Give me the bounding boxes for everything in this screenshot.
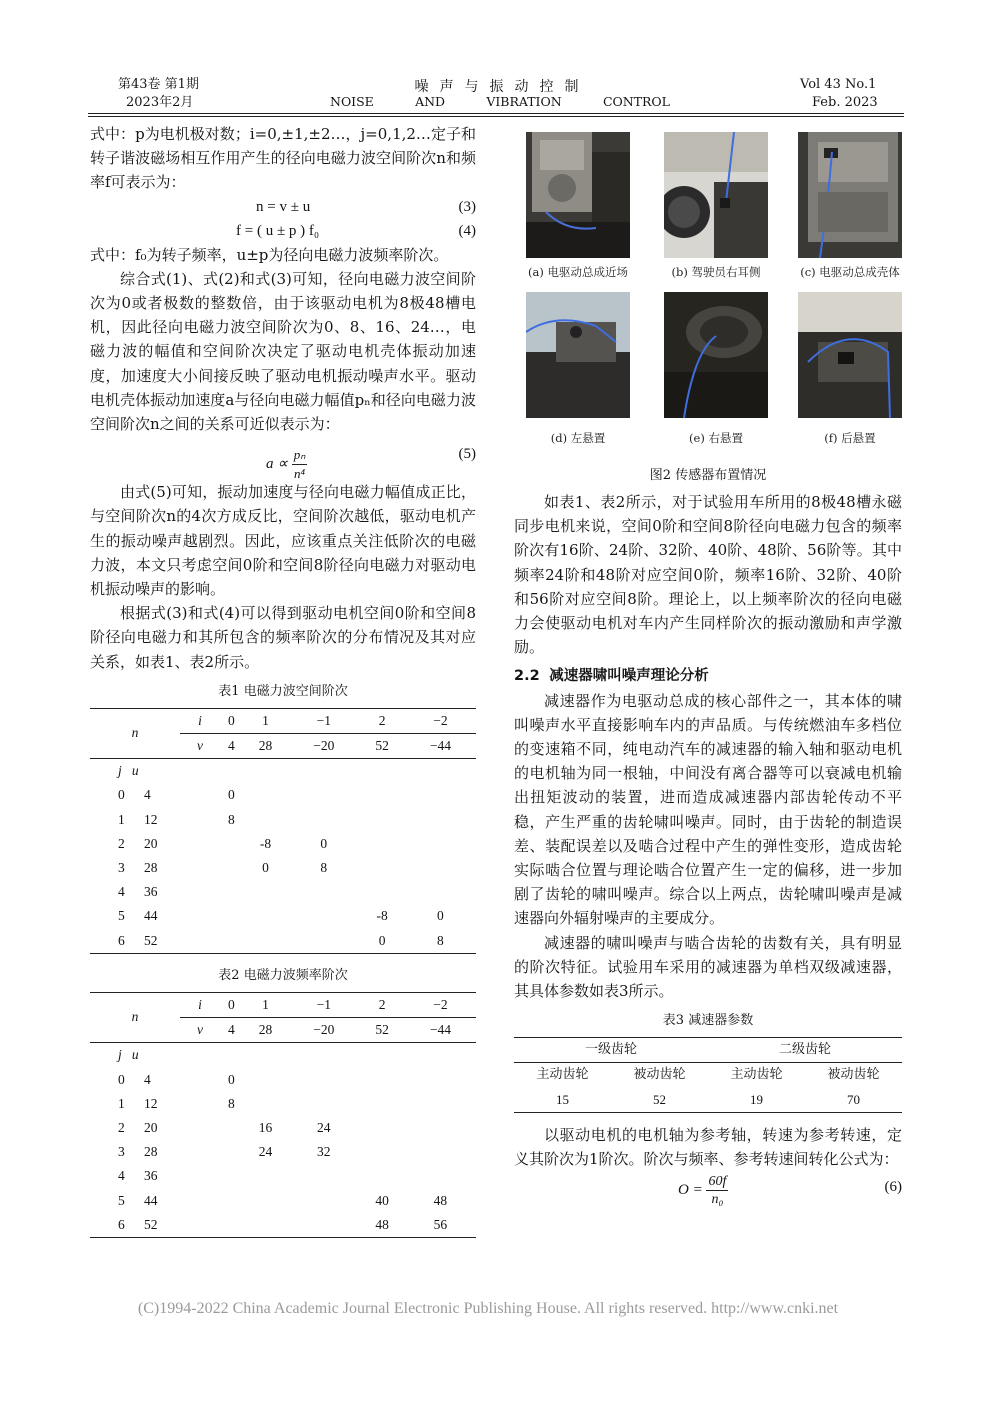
denominator: n₀ — [711, 1192, 724, 1208]
table-cell: 32 — [317, 1144, 331, 1160]
table-header-cell: 1 — [262, 996, 269, 1012]
table-header-v — [180, 1018, 220, 1043]
table-header-cell: −1 — [316, 712, 331, 728]
table-cell — [405, 808, 476, 832]
equation-number: (5) — [458, 446, 476, 463]
row-j: 6 — [118, 932, 125, 948]
table-row-header — [90, 808, 180, 832]
equation-lhs: a ∝ — [266, 456, 288, 473]
table-row — [90, 929, 476, 954]
table-row-header — [90, 1092, 180, 1116]
header-date: 2023年2月 — [126, 95, 194, 110]
journal-title-cn: 噪声与振动控制 — [414, 79, 590, 95]
table-row — [90, 783, 476, 807]
fraction — [292, 446, 308, 483]
row-j: 6 — [118, 1216, 125, 1232]
journal-title-en-word: CONTROL — [602, 94, 670, 109]
figure-caption-e: (e) 右悬置 — [689, 431, 743, 445]
table-header-ju — [90, 1043, 180, 1068]
table-cell: 16 — [258, 1119, 273, 1135]
table-row-header — [90, 1116, 180, 1140]
table-cell: 24 — [317, 1119, 331, 1135]
header-rule — [88, 113, 904, 114]
table-cell: 0 — [378, 932, 386, 948]
table-cell — [288, 1068, 359, 1092]
row-u: 44 — [144, 908, 158, 924]
table-cell — [180, 1213, 220, 1238]
label: u — [131, 1047, 139, 1063]
paragraph: 综合式(1)、式(2)和式(3)可知，径向电磁力波空间阶次为0或者极数的整数倍，由于该驱动电机为8极48槽电机，因此径向电磁力波空间阶次为0、8、16、24…，电磁力波的幅值和空间阶次决定了驱动电机壳体振动加速度，加速度大小间接反映了驱动电机振动噪声水平。驱动电机壳体振动加速度a与径向电磁力幅值pₙ和径向电磁力波空间阶次n之间的关系可近似表示为： — [90, 269, 476, 434]
table-cell — [405, 1068, 476, 1092]
table-header-cell: 52 — [375, 738, 389, 754]
label: j — [118, 1047, 122, 1063]
table-cell: 19 — [750, 1091, 763, 1107]
table-caption: 表3 减速器参数 — [662, 1013, 754, 1029]
label: j — [118, 763, 122, 779]
paragraph: 减速器作为电驱动总成的核心部件之一，其本体的啸叫噪声水平直接影响车内的声品质。与传统燃油车多档位的变速箱不同，纯电动汽车的减速器的输入轴和驱动电机的电机轴为同一根轴，中间没有离合器等可以衰减电机输出扭矩波动的装置，进而造成减速器内部齿轮传动不平稳，产生严重的齿轮啸叫噪声。同时，由于齿轮的制造误差、装配误差以及啮合过程中产生的弹性变形，造成齿轮实际啮合位置与理论啮合位置产生一定的偏移，进一步加剧了齿轮的啸叫噪声。综合以上两点，齿轮啸叫噪声是减速器向外辐射噪声的主要成分。 — [514, 691, 902, 928]
table-cell — [405, 1164, 476, 1188]
table-1 — [90, 708, 476, 954]
paragraph: 式中：p为电机极对数；i=0,±1,±2…，j=0,1,2…定子和转子谐波磁场相互作用产生的径向电磁力波空间阶次n和频率f可表示为： — [90, 125, 476, 192]
table-cell: 0 — [437, 908, 444, 924]
table-cell: -8 — [259, 835, 272, 851]
journal-title-en-word: VIBRATION — [486, 94, 562, 109]
equation-5 — [90, 436, 476, 480]
label: n — [131, 1009, 139, 1025]
row-u: 4 — [144, 1071, 151, 1087]
table-cell: 15 — [556, 1091, 569, 1107]
table-cell — [405, 856, 476, 880]
table-header-cell: 主动齿轮 — [730, 1067, 783, 1083]
table-cell — [288, 1189, 359, 1213]
paragraph: 如表1、表2所示，对于试验用车所用的8极48槽永磁同步电机来说，空间0阶和空间8阶径向电磁力包含的频率阶次有16阶、24阶、32阶、40阶、48阶、56阶等。其中频率24阶和48阶对应空间0阶，频率16阶、32阶、40阶和56阶对应空间8阶。理论上，以上频率阶次的径向电磁力会使驱动电机对车内产生同样阶次的振动激励和声学激励。 — [514, 493, 902, 657]
table-cell — [288, 1164, 359, 1188]
row-u: 12 — [144, 1095, 158, 1111]
table-header-cell: 28 — [258, 738, 273, 754]
table-cell — [220, 856, 243, 880]
paragraph: 由式(5)可知，振动加速度与径向电磁力幅值成正比，与空间阶次n的4次方成反比，空间阶次越低，驱动电机产生的振动噪声越剧烈。因此，应该重点关注低阶次的电磁力波，本文只考虑空间0阶和空间8阶径向电磁力对驱动电机振动噪声的影响。 — [90, 483, 476, 599]
row-j: 4 — [118, 884, 125, 900]
label: v — [197, 738, 203, 754]
table-cell — [359, 783, 404, 807]
row-u: 28 — [144, 1144, 158, 1160]
table-header-n — [90, 992, 180, 1042]
table-cell — [180, 1092, 220, 1116]
row-j: 3 — [118, 1144, 125, 1160]
table-cell: 8 — [227, 811, 235, 827]
table-cell: 8 — [437, 932, 444, 948]
table-cell — [405, 832, 476, 856]
table-row-header — [90, 1164, 180, 1188]
table-row-header — [90, 1213, 180, 1238]
table-cell — [180, 856, 220, 880]
figure-caption-d: (d) 左悬置 — [550, 431, 606, 445]
table-header-cell: 2 — [378, 996, 386, 1012]
numerator: 60f — [708, 1174, 727, 1190]
fraction — [706, 1173, 728, 1208]
row-j: 5 — [118, 908, 125, 924]
table-header-i — [180, 992, 220, 1017]
table-cell — [243, 1213, 288, 1238]
section-title: 减速器啸叫噪声理论分析 — [549, 668, 709, 685]
table-header-cell: −1 — [316, 996, 331, 1012]
row-j: 0 — [118, 1071, 125, 1087]
table-header-i — [180, 708, 220, 733]
table-caption: 表2 电磁力波频率阶次 — [218, 967, 348, 983]
table-header-cell: 主动齿轮 — [536, 1067, 589, 1083]
table-cell — [220, 1116, 243, 1140]
equation-3 — [90, 195, 476, 219]
table-cell — [180, 929, 220, 954]
figure-caption-f: (f) 后悬置 — [824, 431, 876, 445]
paragraph: 根据式(3)和式(4)可以得到驱动电机空间0阶和空间8阶径向电磁力和其所包含的频率阶次的分布情况及其对应关系，如表1、表2所示。 — [90, 604, 476, 671]
table-cell — [243, 808, 288, 832]
table-cell: 8 — [320, 860, 328, 876]
table-row-header — [90, 1140, 180, 1164]
table-cell — [243, 904, 288, 928]
table-header-cell: −44 — [429, 1022, 451, 1038]
table-header-cell: 被动齿轮 — [633, 1067, 686, 1083]
paragraph: 以驱动电机的电机轴为参考轴，转速为参考转速，定义其阶次为1阶次。阶次与频率、参考转速间转化公式为： — [514, 1125, 902, 1169]
photo-drive-assembly-nearfield — [526, 132, 630, 258]
table-cell — [359, 1116, 404, 1140]
table-cell — [180, 1140, 220, 1164]
table-cell: 48 — [433, 1192, 448, 1208]
journal-title-en-word: NOISE — [330, 94, 374, 109]
table-row — [90, 904, 476, 928]
table-row-header — [90, 929, 180, 954]
table-cell — [405, 1092, 476, 1116]
equation-lhs: O = — [678, 1182, 703, 1199]
row-u: 12 — [144, 811, 158, 827]
table-header-cell: −2 — [433, 996, 448, 1012]
table-cell — [220, 1213, 243, 1238]
table-header-cell: 52 — [375, 1022, 389, 1038]
row-u: 36 — [144, 884, 158, 900]
equation-body: n = v ± u — [256, 198, 311, 215]
table-header-v — [180, 734, 220, 759]
figure-caption-a: (a) 电驱动总成近场 — [528, 265, 628, 279]
row-u: 4 — [144, 787, 151, 803]
table-cell — [405, 1116, 476, 1140]
table-cell — [405, 1140, 476, 1164]
table-row — [90, 1164, 476, 1188]
row-j: 4 — [118, 1168, 125, 1184]
equation-body — [266, 446, 307, 483]
table-row — [90, 808, 476, 832]
row-u: 28 — [144, 860, 158, 876]
table-header-cell: 28 — [258, 1022, 273, 1038]
row-j: 2 — [118, 835, 125, 851]
left-column — [90, 122, 476, 1238]
equation-number: (3) — [458, 198, 476, 215]
table-header-ju — [90, 759, 180, 784]
table-cell: 52 — [653, 1091, 666, 1107]
table-header-cell: −44 — [429, 738, 451, 754]
table-cell — [405, 783, 476, 807]
table-2 — [90, 992, 476, 1238]
table-row — [90, 1140, 476, 1164]
table-cell — [243, 1164, 288, 1188]
row-j: 3 — [118, 860, 125, 876]
table-cell — [405, 880, 476, 904]
row-u: 20 — [144, 835, 158, 851]
table-cell: 8 — [227, 1095, 235, 1111]
table-cell: 70 — [847, 1091, 860, 1107]
equation-body: f = ( u ± p ) f₀ — [236, 222, 320, 239]
table-cell — [288, 929, 359, 954]
photo-driver-right-ear — [664, 132, 768, 258]
numerator: pₙ — [292, 446, 308, 465]
table-cell — [288, 1092, 359, 1116]
figure-title: 图2 传感器布置情况 — [649, 468, 767, 483]
table-cell: 40 — [375, 1192, 389, 1208]
figure-caption-b: (b) 驾驶员右耳侧 — [671, 265, 761, 279]
table-cell — [180, 783, 220, 807]
table-header-cell: 被动齿轮 — [827, 1067, 880, 1083]
table-cell — [359, 1164, 404, 1188]
table-header-cell: 4 — [227, 738, 235, 754]
table-group-header: 一级齿轮 — [514, 1038, 708, 1063]
photo-drive-assembly-housing — [798, 132, 902, 258]
table-header-n — [90, 708, 180, 758]
table-cell — [180, 1068, 220, 1092]
copyright-watermark: (C)1994-2022 China Academic Journal Electronic Publishing House. All rights reserved. http://www.cnki.net — [137, 1300, 839, 1317]
label: u — [131, 763, 139, 779]
table-cell — [359, 880, 404, 904]
table-header-cell: 2 — [378, 712, 386, 728]
table-cell — [243, 1189, 288, 1213]
table-cell — [359, 832, 404, 856]
section-number: 2.2 — [514, 668, 540, 685]
row-j: 0 — [118, 787, 125, 803]
table-cell — [243, 1092, 288, 1116]
header-rule — [88, 116, 904, 117]
table-row-header — [90, 832, 180, 856]
photo-rear-mount — [798, 292, 902, 418]
table-row-header — [90, 856, 180, 880]
table-cell — [288, 808, 359, 832]
table-cell — [220, 832, 243, 856]
header-vol-en: Vol 43 No.1 — [800, 77, 877, 92]
table-cell — [220, 1140, 243, 1164]
table-3 — [514, 1037, 902, 1113]
denominator: n⁴ — [294, 466, 306, 482]
table-cell — [180, 832, 220, 856]
table-cell — [180, 1189, 220, 1213]
paragraph: 减速器的啸叫噪声与啮合齿轮的齿数有关，具有明显的阶次特征。试验用车采用的减速器为单档双级减速器，其具体参数如表3所示。 — [514, 933, 902, 1001]
table-cell — [180, 1164, 220, 1188]
table-cell: 0 — [262, 860, 269, 876]
table-cell: 48 — [375, 1216, 389, 1232]
table-cell — [180, 1116, 220, 1140]
table-cell: 0 — [227, 1071, 235, 1087]
journal-title-en — [330, 94, 670, 109]
photo-left-mount — [526, 292, 630, 418]
equation-number: (6) — [884, 1179, 902, 1196]
table-cell — [243, 783, 288, 807]
row-u: 36 — [144, 1168, 158, 1184]
label: n — [131, 725, 139, 741]
table-header-cell: −20 — [313, 1022, 335, 1038]
table-cell — [220, 880, 243, 904]
table-cell — [243, 929, 288, 954]
table-cell: 24 — [258, 1144, 273, 1160]
table-cell — [359, 808, 404, 832]
table-row-header — [90, 1189, 180, 1213]
row-j: 1 — [118, 811, 125, 827]
row-u: 44 — [144, 1192, 158, 1208]
table-cell: -8 — [376, 908, 388, 924]
table-row — [90, 880, 476, 904]
table-cell — [359, 1092, 404, 1116]
table-header-cell: 0 — [227, 996, 235, 1012]
figure-caption-c: (c) 电驱动总成壳体 — [800, 265, 900, 279]
table-cell — [359, 1068, 404, 1092]
table-header-cell: 0 — [227, 712, 235, 728]
table-cell — [220, 1164, 243, 1188]
journal-title-en-word: AND — [415, 94, 446, 109]
label: v — [197, 1022, 203, 1038]
header-date-en: Feb. 2023 — [812, 95, 878, 110]
equation-6 — [514, 1171, 902, 1215]
table-cell — [243, 880, 288, 904]
table-row — [90, 1213, 476, 1238]
table-cell — [220, 904, 243, 928]
row-j: 1 — [118, 1095, 125, 1111]
table-row — [90, 1116, 476, 1140]
table-row — [90, 1092, 476, 1116]
table-cell — [359, 856, 404, 880]
table-cell — [180, 808, 220, 832]
table-row — [90, 832, 476, 856]
table-row — [90, 856, 476, 880]
table-row — [90, 1189, 476, 1213]
table-header-cell: 4 — [227, 1022, 235, 1038]
row-u: 20 — [144, 1119, 158, 1135]
right-column — [514, 490, 902, 1215]
table-row-header — [90, 783, 180, 807]
header-volume: 第43卷 第1期 — [118, 77, 199, 92]
table-cell — [220, 929, 243, 954]
table-row-header — [90, 904, 180, 928]
row-u: 52 — [144, 932, 158, 948]
table-cell — [288, 904, 359, 928]
table-cell — [359, 1140, 404, 1164]
row-j: 2 — [118, 1119, 125, 1135]
table-header-cell: −2 — [433, 712, 448, 728]
table-cell: 0 — [320, 835, 328, 851]
table-header-cell: −20 — [313, 738, 335, 754]
table-row — [90, 1068, 476, 1092]
table-cell — [180, 904, 220, 928]
section-heading — [514, 663, 902, 688]
photo-right-mount — [664, 292, 768, 418]
table-cell — [180, 880, 220, 904]
label: i — [198, 712, 202, 728]
table-cell — [220, 1189, 243, 1213]
equation-4 — [90, 219, 476, 243]
row-u: 52 — [144, 1216, 158, 1232]
table-cell: 56 — [433, 1216, 448, 1232]
label: i — [198, 996, 202, 1012]
equation-number: (4) — [458, 222, 476, 239]
table-cell: 0 — [227, 787, 235, 803]
table-cell — [243, 1068, 288, 1092]
table-caption: 表1 电磁力波空间阶次 — [218, 683, 348, 699]
table-cell — [288, 783, 359, 807]
table-group-header: 二级齿轮 — [708, 1038, 902, 1063]
table-cell — [288, 1213, 359, 1238]
table-row-header — [90, 880, 180, 904]
table-header-cell: 1 — [262, 712, 269, 728]
table-row-header — [90, 1068, 180, 1092]
table-cell — [288, 880, 359, 904]
equation-body — [678, 1173, 728, 1208]
row-j: 5 — [118, 1192, 125, 1208]
paragraph: 式中：f₀为转子频率，u±p为径向电磁力波频率阶次。 — [90, 245, 449, 264]
